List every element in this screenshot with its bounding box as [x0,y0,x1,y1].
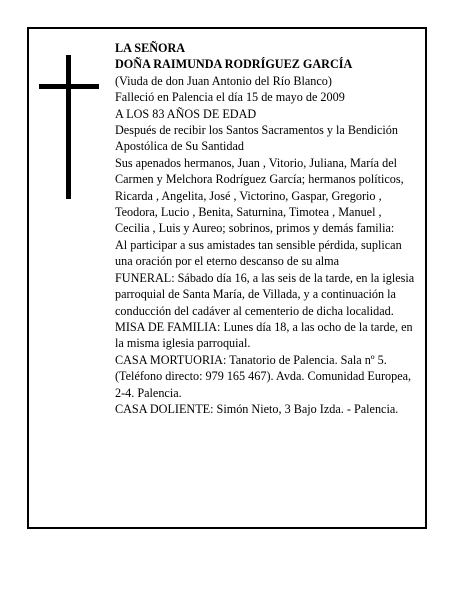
deceased-name: DOÑA RAIMUNDA RODRÍGUEZ GARCÍA [115,57,353,72]
age-line: A LOS 83 AÑOS DE EDAD [115,106,257,121]
family-mass-paragraph: MISA DE FAMILIA: Lunes día 18, a las ocho de la tarde, en la misma iglesia parroquial. [115,319,413,351]
widow-of-line: (Viuda de don Juan Antonio del Río Blanco) [115,73,332,88]
obituary-frame [27,27,427,529]
sacraments-paragraph: Después de recibir los Santos Sacramentos y la Bendición Apostólica de Su Santidad [115,123,398,154]
cross-icon [39,55,99,199]
mortuary-paragraph: CASA MORTUORIA: Tanatorio de Palencia. Sala nº 5. (Teléfono directo: 979 165 467). Avda. Comunidad Europea, 2-4. Palencia. [115,352,412,400]
cross-vertical-bar [66,55,71,199]
family-paragraph: Sus apenados hermanos, Juan , Vitorio, Juliana, María del Carmen y Melchora Rodríguez García; hermanos políticos, Ricarda , Angelita, José , Victorino, Gaspar, Gregorio , Teodora, Lucio , Benita, Saturnina, Timotea , Manuel , Cecilia , Luis y Aureo; sobrinos, primos y demás familia: [115,155,404,236]
request-paragraph: Al participar a sus amistades tan sensible pérdida, suplican una oración por el eterno descanso de su alma [115,237,402,269]
funeral-paragraph: FUNERAL: Sábado día 16, a las seis de la tarde, en la iglesia parroquial de Santa María, de Villada, y a continuación la conducción del cadáver al cementerio de dicha localidad. [115,270,415,318]
obituary-text [115,40,415,417]
mourning-house-paragraph: CASA DOLIENTE: Simón Nieto, 3 Bajo Izda. - Palencia. [115,401,399,416]
cross-horizontal-bar [39,84,99,89]
heading-title: LA SEÑORA [115,41,186,55]
death-line: Falleció en Palencia el día 15 de mayo de 2009 [115,90,345,105]
